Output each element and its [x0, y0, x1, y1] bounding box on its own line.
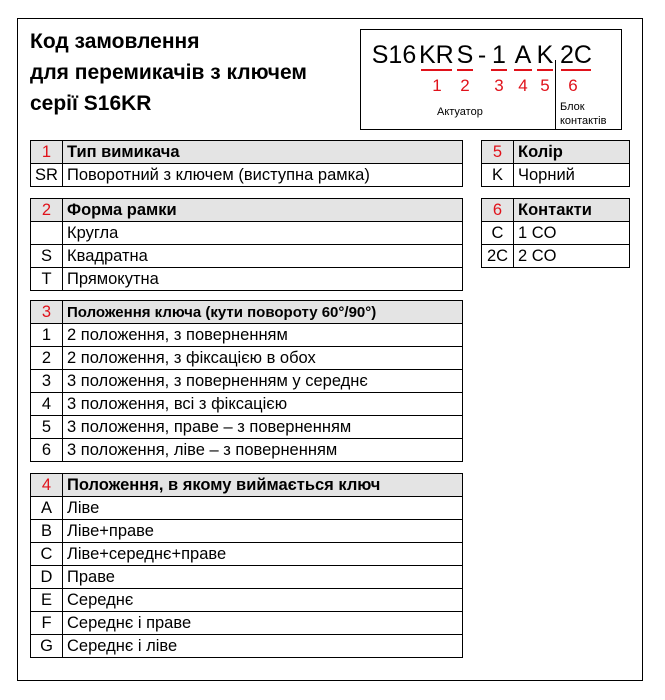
code-underline	[457, 69, 473, 71]
row-text: Середнє і ліве	[63, 635, 463, 658]
row-code: SR	[31, 164, 63, 187]
table-row	[31, 439, 463, 462]
row-text: 2 положення, з фіксацією в обох	[63, 347, 463, 370]
code-field-6: K	[536, 41, 554, 69]
table-row	[31, 497, 463, 520]
section-header: Форма рамки	[63, 199, 463, 222]
code-underline	[514, 69, 532, 71]
section-number: 6	[482, 199, 514, 222]
table-row	[31, 393, 463, 416]
table-row	[31, 268, 463, 291]
color-table	[481, 140, 630, 187]
row-code: 3	[31, 370, 63, 393]
table-row	[31, 222, 463, 245]
code-underline	[421, 69, 452, 71]
contact-block-label-line: Блок	[560, 101, 585, 113]
key-removal-table	[30, 473, 463, 658]
row-text: 3 положення, ліве – з поверненням	[63, 439, 463, 462]
table-row	[31, 370, 463, 393]
row-text: Праве	[63, 566, 463, 589]
row-code: 4	[31, 393, 63, 416]
row-text: 1 CO	[514, 222, 630, 245]
section-header: Колір	[514, 141, 630, 164]
row-code	[31, 222, 63, 245]
row-code: 2C	[482, 245, 514, 268]
key-position-table	[30, 300, 463, 462]
code-underline	[491, 69, 507, 71]
table-row	[482, 245, 630, 268]
row-code: G	[31, 635, 63, 658]
table-row	[31, 245, 463, 268]
row-text: Прямокутна	[63, 268, 463, 291]
row-text: Середнє і праве	[63, 612, 463, 635]
row-text: Кругла	[63, 222, 463, 245]
row-code: T	[31, 268, 63, 291]
section-number: 2	[31, 199, 63, 222]
section-number: 5	[482, 141, 514, 164]
code-underline	[537, 69, 553, 71]
row-text: Середнє	[63, 589, 463, 612]
row-code: S	[31, 245, 63, 268]
row-code: K	[482, 164, 514, 187]
code-number: 3	[494, 76, 504, 95]
section-header: Контакти	[514, 199, 630, 222]
code-separator	[555, 60, 556, 130]
section-header: Тип вимикача	[63, 141, 463, 164]
table-row	[31, 520, 463, 543]
section-number: 1	[31, 141, 63, 164]
page-title	[30, 26, 360, 119]
code-field-4: 1	[492, 41, 506, 69]
title-line-1: Код замовлення	[30, 30, 200, 53]
contact-block-label-line: контактів	[560, 115, 607, 127]
table-row	[31, 164, 463, 187]
row-code: C	[31, 543, 63, 566]
code-number: 4	[518, 76, 528, 95]
row-text: Поворотний з ключем (виступна рамка)	[63, 164, 463, 187]
row-code: 5	[31, 416, 63, 439]
table-row	[482, 164, 630, 187]
row-text: Чорний	[514, 164, 630, 187]
row-text: 2 положення, з поверненням	[63, 324, 463, 347]
code-number: 1	[432, 76, 442, 95]
row-text: Ліве+середнє+праве	[63, 543, 463, 566]
row-code: D	[31, 566, 63, 589]
switch-type-table	[30, 140, 463, 187]
table-row	[31, 589, 463, 612]
code-series: S16	[371, 41, 417, 69]
table-row	[31, 543, 463, 566]
section-number: 4	[31, 474, 63, 497]
code-field-2: KR	[419, 41, 454, 69]
row-text: Ліве	[63, 497, 463, 520]
row-code: B	[31, 520, 63, 543]
code-number: 5	[540, 76, 550, 95]
code-number: 2	[460, 76, 470, 95]
actuator-label: Актуатор	[437, 106, 483, 118]
row-text: 2 CO	[514, 245, 630, 268]
section-number: 3	[31, 301, 63, 324]
code-number: 6	[568, 76, 578, 95]
section-header: Положення ключа (кути повороту 60°/90°)	[63, 301, 463, 324]
table-row	[482, 222, 630, 245]
row-code: E	[31, 589, 63, 612]
contacts-table	[481, 198, 630, 268]
row-code: 2	[31, 347, 63, 370]
code-field-5: A	[514, 41, 532, 69]
frame-shape-table	[30, 198, 463, 291]
table-row	[31, 612, 463, 635]
table-row	[31, 566, 463, 589]
table-row	[31, 324, 463, 347]
table-row	[31, 635, 463, 658]
row-code: F	[31, 612, 63, 635]
row-text: Ліве+праве	[63, 520, 463, 543]
row-code: 6	[31, 439, 63, 462]
row-text: 3 положення, праве – з поверненням	[63, 416, 463, 439]
row-text: 3 положення, всі з фіксацією	[63, 393, 463, 416]
title-line-2: для перемикачів з ключем	[30, 61, 307, 84]
section-header: Положення, в якому виймається ключ	[63, 474, 463, 497]
code-underline	[561, 69, 591, 71]
row-code: C	[482, 222, 514, 245]
code-field-7: 2C	[560, 41, 592, 69]
title-line-3: серії S16KR	[30, 92, 152, 115]
code-dash: -	[477, 41, 487, 69]
row-text: Квадратна	[63, 245, 463, 268]
row-code: A	[31, 497, 63, 520]
contact-block-label	[560, 100, 606, 128]
table-row	[31, 416, 463, 439]
code-field-3: S	[456, 41, 474, 69]
row-text: 3 положення, з поверненням у середнє	[63, 370, 463, 393]
table-row	[31, 347, 463, 370]
row-code: 1	[31, 324, 63, 347]
